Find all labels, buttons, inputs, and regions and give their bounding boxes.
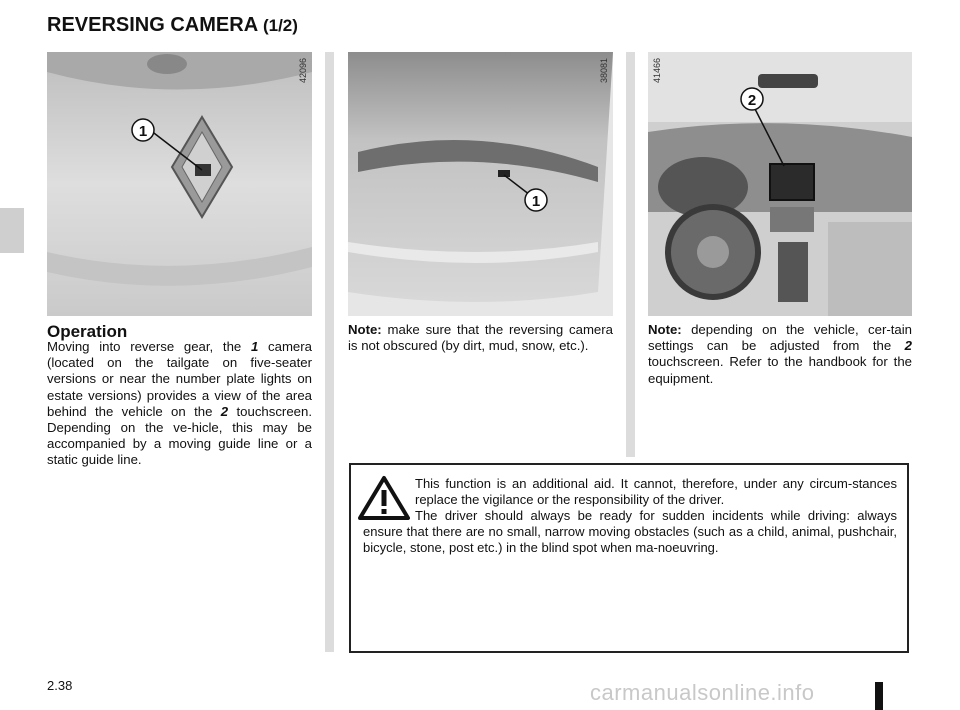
continuation-marker xyxy=(875,682,883,710)
note-middle-text: make sure that the reversing camera is not obscured (by dirt, mud, snow, etc.). xyxy=(348,322,613,354)
photo-1-id: 42096 xyxy=(298,58,308,84)
photo-1-callout: 1 xyxy=(138,123,148,140)
photo-2-callout: 1 xyxy=(531,193,541,210)
page-number: 2.38 xyxy=(47,678,73,693)
photo-tailgate-logo xyxy=(47,52,312,316)
column-separator-right xyxy=(626,52,635,457)
warning-paragraph-1: This function is an additional aid. It cannot, therefore, under any circum-stances replace the vigilance or the responsibility of the driver. xyxy=(415,476,897,507)
operation-ref-2: 2 xyxy=(220,403,229,419)
warning-text xyxy=(363,476,897,556)
photo-rear-camera xyxy=(348,52,613,316)
watermark: carmanualsonline.info xyxy=(590,680,815,705)
photo-dashboard-touchscreen xyxy=(648,52,912,316)
operation-text-part-2: camera (located on the tailgate on five-seater versions or near the number plate lights on estate versions) provides a view of the area behind the vehicle on the xyxy=(47,339,312,419)
note-right xyxy=(648,322,912,387)
warning-paragraph-2: The driver should always be ready for sudden incidents while driving: always ensure that there are no small, narrow moving obstacles (such as a child, animal, pushchair, bicycle, stone, post etc.) in the blind spot when ma-noeuvring. xyxy=(363,508,897,555)
operation-ref-1: 1 xyxy=(250,339,259,354)
warning-box xyxy=(349,463,909,653)
operation-heading: Operation xyxy=(47,322,128,341)
note-middle xyxy=(348,322,613,354)
photo-2-id: 38081 xyxy=(599,58,609,84)
column-separator-left xyxy=(325,52,334,652)
photo-3-id: 41466 xyxy=(652,58,662,84)
note-middle-label: Note: xyxy=(348,322,382,337)
photo-3-callout: 2 xyxy=(747,92,757,109)
note-right-label: Note: xyxy=(648,322,682,337)
operation-text-part-1: Moving into reverse gear, the xyxy=(47,339,251,354)
operation-text xyxy=(47,339,312,469)
title-main: REVERSING CAMERA xyxy=(47,14,258,36)
page-title xyxy=(47,14,298,37)
note-right-text-part-1: depending on the vehicle, cer-tain settings can be adjusted from the xyxy=(648,322,912,354)
note-right-ref: 2 xyxy=(904,338,912,354)
chapter-tab xyxy=(0,208,24,253)
title-sub: (1/2) xyxy=(262,16,298,35)
note-right-text-part-2: touchscreen. Refer to the handbook for the equipment. xyxy=(648,354,912,386)
operation-text-part-3: touchscreen. Depending on the ve-hicle, this may be accompanied by a moving guide line or a static guide line. xyxy=(47,403,312,468)
